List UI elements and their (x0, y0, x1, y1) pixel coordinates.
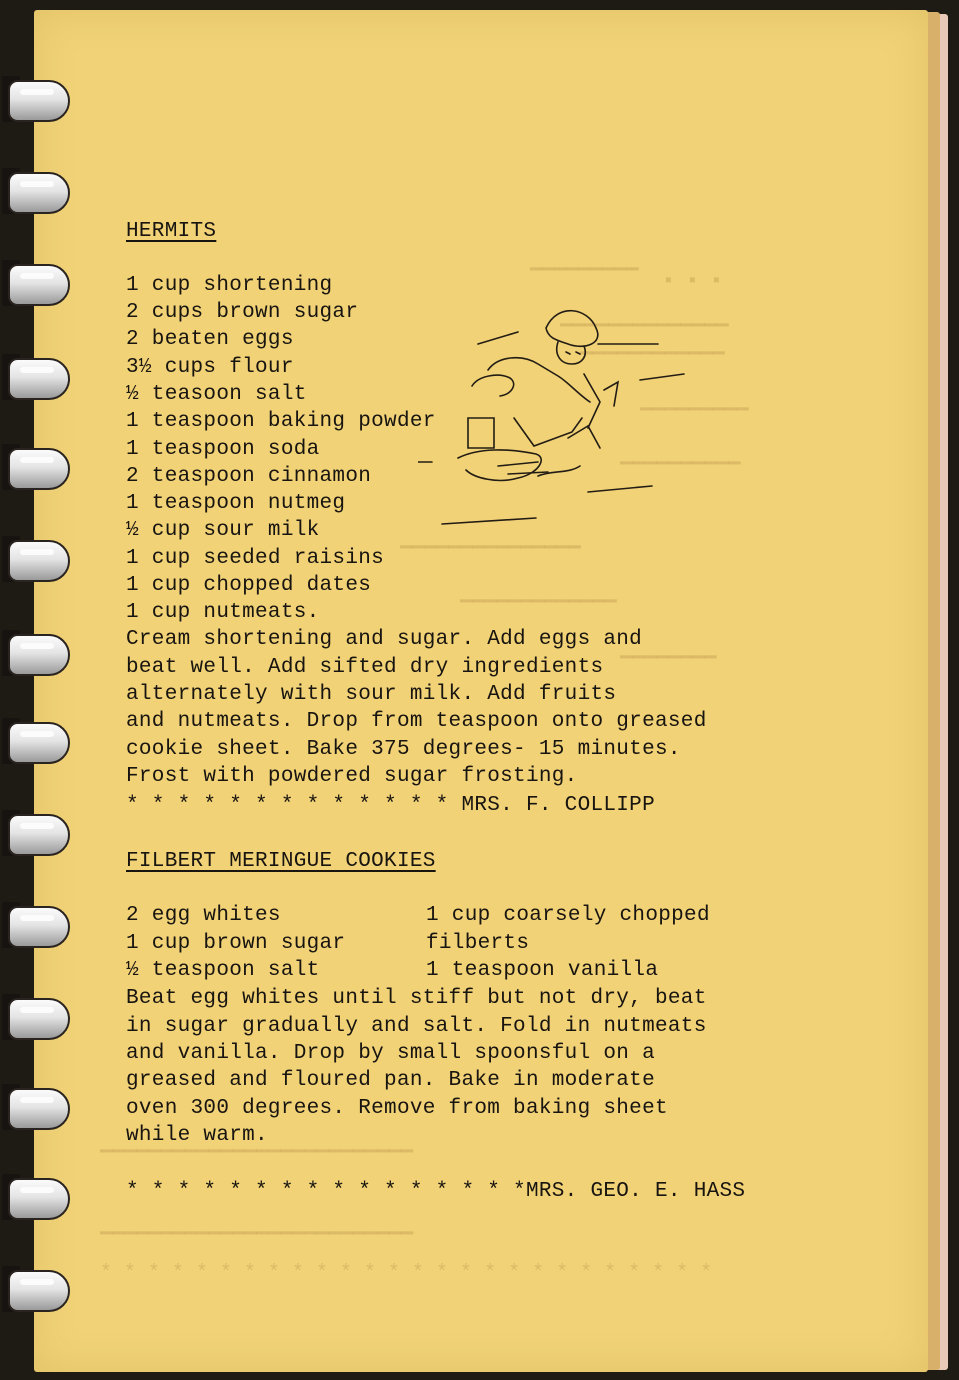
ingredient-item: 1 cup nutmeats. (126, 601, 320, 624)
chef-illustration-icon (418, 298, 688, 538)
direction-line: and nutmeats. Drop from teaspoon onto greased (126, 710, 707, 733)
ingredient-item: 1 cup shortening (126, 274, 333, 297)
recipe-signature: * * * * * * * * * * * * * * * *MRS. GEO. E. HASS (126, 1180, 746, 1203)
binding-ring (0, 350, 70, 404)
recipe-title: HERMITS (126, 220, 217, 243)
ingredient-item: 1 teaspoon baking powder (126, 410, 436, 433)
direction-line: and vanilla. Drop by small spoonsful on a (126, 1042, 655, 1065)
direction-line: cookie sheet. Bake 375 degrees- 15 minutes. (126, 738, 681, 761)
binding-ring (0, 72, 70, 126)
binding-ring (0, 1080, 70, 1134)
ingredient-item: ½ teasoon salt (126, 383, 307, 406)
ingredient-item: ½ teaspoon salt (126, 959, 320, 982)
direction-line: Frost with powdered sugar frosting. (126, 765, 578, 788)
binding-ring (0, 532, 70, 586)
direction-line: oven 300 degrees. Remove from baking sheet (126, 1097, 668, 1120)
ingredient-item: 1 cup brown sugar (126, 932, 346, 955)
ingredient-item: 3½ cups flour (126, 356, 294, 379)
binding-ring (0, 1262, 70, 1316)
binding-ring (0, 256, 70, 310)
recipe-title: FILBERT MERINGUE COOKIES (126, 850, 436, 873)
direction-line: Beat egg whites until stiff but not dry, beat (126, 987, 707, 1010)
ingredient-item: 1 cup coarsely chopped (426, 904, 710, 927)
recipe-signature: * * * * * * * * * * * * * MRS. F. COLLIPP (126, 794, 655, 817)
binding-ring (0, 164, 70, 218)
binding-ring (0, 440, 70, 494)
direction-line: alternately with sour milk. Add fruits (126, 683, 617, 706)
ingredient-item: 2 beaten eggs (126, 328, 294, 351)
ingredient-item: 1 cup seeded raisins (126, 547, 385, 570)
ingredient-item: 1 cup chopped dates (126, 574, 372, 597)
binding-ring (0, 626, 70, 680)
ingredient-item: 2 egg whites (126, 904, 281, 927)
ingredient-item: 2 teaspoon cinnamon (126, 465, 372, 488)
binding-ring (0, 898, 70, 952)
direction-line: Cream shortening and sugar. Add eggs and (126, 628, 643, 651)
direction-line: in sugar gradually and salt. Fold in nutmeats (126, 1015, 707, 1038)
direction-line: greased and floured pan. Bake in moderate (126, 1069, 655, 1092)
direction-line: while warm. (126, 1124, 268, 1147)
ingredient-item: ½ cup sour milk (126, 519, 320, 542)
ingredient-item: 2 cups brown sugar (126, 301, 359, 324)
binding-ring (0, 714, 70, 768)
binding-ring (0, 1170, 70, 1224)
binding-ring (0, 806, 70, 860)
ingredient-item: 1 teaspoon vanilla (426, 959, 659, 982)
ingredient-item: 1 teaspoon nutmeg (126, 492, 346, 515)
binding-ring (0, 990, 70, 1044)
direction-line: beat well. Add sifted dry ingredients (126, 656, 604, 679)
ingredient-item: filberts (426, 932, 530, 955)
ingredient-item: 1 teaspoon soda (126, 438, 320, 461)
